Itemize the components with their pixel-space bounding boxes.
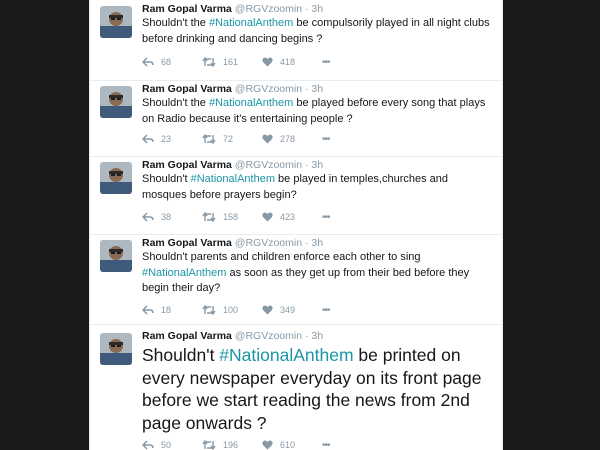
like-button[interactable] bbox=[262, 132, 295, 146]
heart-icon bbox=[262, 440, 273, 450]
reply-button[interactable] bbox=[142, 303, 171, 317]
tweet-text-before: Shouldn't bbox=[142, 173, 191, 185]
author-handle[interactable]: @RGVzoomin bbox=[234, 159, 303, 171]
tweet-text-after: as soon as they get up from their bed before they begin their day? bbox=[142, 266, 470, 294]
separator: · bbox=[304, 237, 309, 249]
retweet-count: 72 bbox=[223, 134, 234, 144]
reply-count: 38 bbox=[161, 212, 172, 222]
timestamp[interactable]: 3h bbox=[311, 3, 324, 15]
reply-button[interactable] bbox=[142, 55, 171, 69]
author-name[interactable]: Ram Gopal Varma bbox=[142, 237, 232, 249]
reply-icon bbox=[142, 305, 154, 315]
retweet-icon bbox=[202, 57, 216, 67]
separator: · bbox=[304, 3, 309, 15]
author-handle[interactable]: @RGVzoomin bbox=[234, 330, 303, 342]
timestamp[interactable]: 3h bbox=[311, 237, 324, 249]
tweet-actions bbox=[142, 132, 372, 146]
reply-icon bbox=[142, 440, 154, 450]
reply-button[interactable] bbox=[142, 132, 171, 146]
tweet-actions bbox=[142, 303, 372, 317]
tweet-text bbox=[142, 250, 492, 297]
reply-button[interactable] bbox=[142, 210, 171, 224]
tweet-text bbox=[142, 344, 498, 434]
reply-icon bbox=[142, 134, 154, 144]
retweet-icon bbox=[202, 440, 216, 450]
retweet-count: 161 bbox=[223, 57, 239, 67]
avatar[interactable] bbox=[100, 240, 132, 272]
separator: · bbox=[304, 83, 309, 95]
tweet-actions bbox=[142, 438, 372, 450]
tweet-actions bbox=[142, 210, 372, 224]
tweet-actions bbox=[142, 55, 372, 69]
retweet-button[interactable] bbox=[202, 303, 238, 317]
like-count: 610 bbox=[280, 440, 296, 450]
more-icon: ••• bbox=[322, 211, 330, 223]
like-count: 418 bbox=[280, 57, 296, 67]
tweet-text-before: Shouldn't the bbox=[142, 17, 209, 29]
tweet-text-after: be played before every song that plays on Radio because it's entertaining people ? bbox=[142, 97, 486, 125]
hashtag-link[interactable]: #NationalAnthem bbox=[142, 266, 227, 279]
tweet-text-before: Shouldn't parents and children enforce each other to sing bbox=[142, 251, 421, 263]
avatar-icon bbox=[100, 162, 132, 194]
reply-count: 18 bbox=[161, 305, 172, 315]
hashtag-link[interactable]: #NationalAnthem bbox=[190, 173, 275, 185]
author-name[interactable]: Ram Gopal Varma bbox=[142, 83, 232, 95]
hashtag-link[interactable]: #NationalAnthem bbox=[208, 17, 294, 29]
more-button[interactable] bbox=[322, 210, 330, 224]
author-name[interactable]: Ram Gopal Varma bbox=[142, 159, 232, 171]
tweet-text-after: be played in temples,churches and mosques before prayers begin? bbox=[142, 173, 449, 201]
tweet-timeline bbox=[90, 0, 502, 450]
separator: · bbox=[304, 330, 309, 342]
retweet-count: 158 bbox=[223, 212, 239, 222]
avatar-icon bbox=[100, 6, 132, 38]
tweet[interactable] bbox=[90, 0, 502, 81]
more-icon: ••• bbox=[322, 304, 330, 316]
like-button[interactable] bbox=[262, 438, 295, 450]
retweet-icon bbox=[202, 305, 216, 315]
avatar[interactable] bbox=[100, 86, 132, 118]
timestamp[interactable]: 3h bbox=[311, 159, 324, 171]
tweet[interactable] bbox=[90, 156, 502, 235]
retweet-button[interactable] bbox=[202, 438, 238, 450]
like-count: 278 bbox=[280, 134, 296, 144]
author-handle[interactable]: @RGVzoomin bbox=[234, 237, 303, 249]
tweet[interactable] bbox=[90, 80, 502, 157]
tweet[interactable] bbox=[90, 324, 502, 450]
more-icon: ••• bbox=[322, 133, 330, 145]
reply-count: 23 bbox=[161, 134, 172, 144]
heart-icon bbox=[262, 212, 273, 222]
more-icon: ••• bbox=[322, 56, 330, 68]
hashtag-link[interactable]: #NationalAnthem bbox=[219, 345, 354, 365]
tweet-text bbox=[142, 172, 492, 203]
reply-count: 68 bbox=[161, 57, 172, 67]
like-button[interactable] bbox=[262, 303, 295, 317]
tweet-text-after: be compulsorily played in all night clubs before drinking and dancing begins ? bbox=[142, 17, 490, 45]
timestamp[interactable]: 3h bbox=[311, 83, 324, 95]
avatar[interactable] bbox=[100, 162, 132, 194]
tweet-header bbox=[142, 159, 323, 171]
like-button[interactable] bbox=[262, 55, 295, 69]
more-icon: ••• bbox=[322, 439, 330, 450]
heart-icon bbox=[262, 305, 273, 315]
author-name[interactable]: Ram Gopal Varma bbox=[142, 3, 232, 15]
reply-button[interactable] bbox=[142, 438, 171, 450]
avatar-icon bbox=[100, 86, 132, 118]
more-button[interactable] bbox=[322, 132, 330, 146]
retweet-icon bbox=[202, 212, 216, 222]
like-count: 423 bbox=[280, 212, 296, 222]
avatar[interactable] bbox=[100, 6, 132, 38]
reply-count: 50 bbox=[161, 440, 172, 450]
avatar-icon bbox=[100, 240, 132, 272]
more-button[interactable] bbox=[322, 55, 330, 69]
more-button[interactable] bbox=[322, 303, 330, 317]
tweet-text bbox=[142, 96, 492, 127]
retweet-icon bbox=[202, 134, 216, 144]
author-handle[interactable]: @RGVzoomin bbox=[234, 3, 303, 15]
like-button[interactable] bbox=[262, 210, 295, 224]
author-handle[interactable]: @RGVzoomin bbox=[234, 83, 303, 95]
tweet-header bbox=[142, 237, 323, 249]
retweet-button[interactable] bbox=[202, 210, 238, 224]
like-count: 349 bbox=[280, 305, 296, 315]
heart-icon bbox=[262, 134, 273, 144]
tweet-header bbox=[142, 330, 323, 342]
retweet-button[interactable] bbox=[202, 132, 233, 146]
tweet-text-after: be printed on every newspaper everyday on its front page before we start reading the news from 2nd page onwards ? bbox=[142, 345, 482, 433]
tweet-header bbox=[142, 83, 323, 95]
retweet-button[interactable] bbox=[202, 55, 238, 69]
retweet-count: 196 bbox=[223, 440, 239, 450]
separator: · bbox=[304, 159, 309, 171]
tweet-text-before: Shouldn't bbox=[142, 345, 220, 365]
reply-icon bbox=[142, 212, 154, 222]
avatar-icon bbox=[100, 333, 132, 365]
more-button[interactable] bbox=[322, 438, 330, 450]
reply-icon bbox=[142, 57, 154, 67]
hashtag-link[interactable]: #NationalAnthem bbox=[208, 97, 294, 109]
retweet-count: 100 bbox=[223, 305, 239, 315]
tweet-text-before: Shouldn't the bbox=[142, 97, 209, 109]
avatar[interactable] bbox=[100, 333, 132, 365]
tweet-text bbox=[142, 16, 492, 47]
timestamp[interactable]: 3h bbox=[311, 330, 324, 342]
author-name[interactable]: Ram Gopal Varma bbox=[142, 330, 232, 342]
tweet-header bbox=[142, 3, 323, 15]
heart-icon bbox=[262, 57, 273, 67]
tweet[interactable] bbox=[90, 234, 502, 325]
